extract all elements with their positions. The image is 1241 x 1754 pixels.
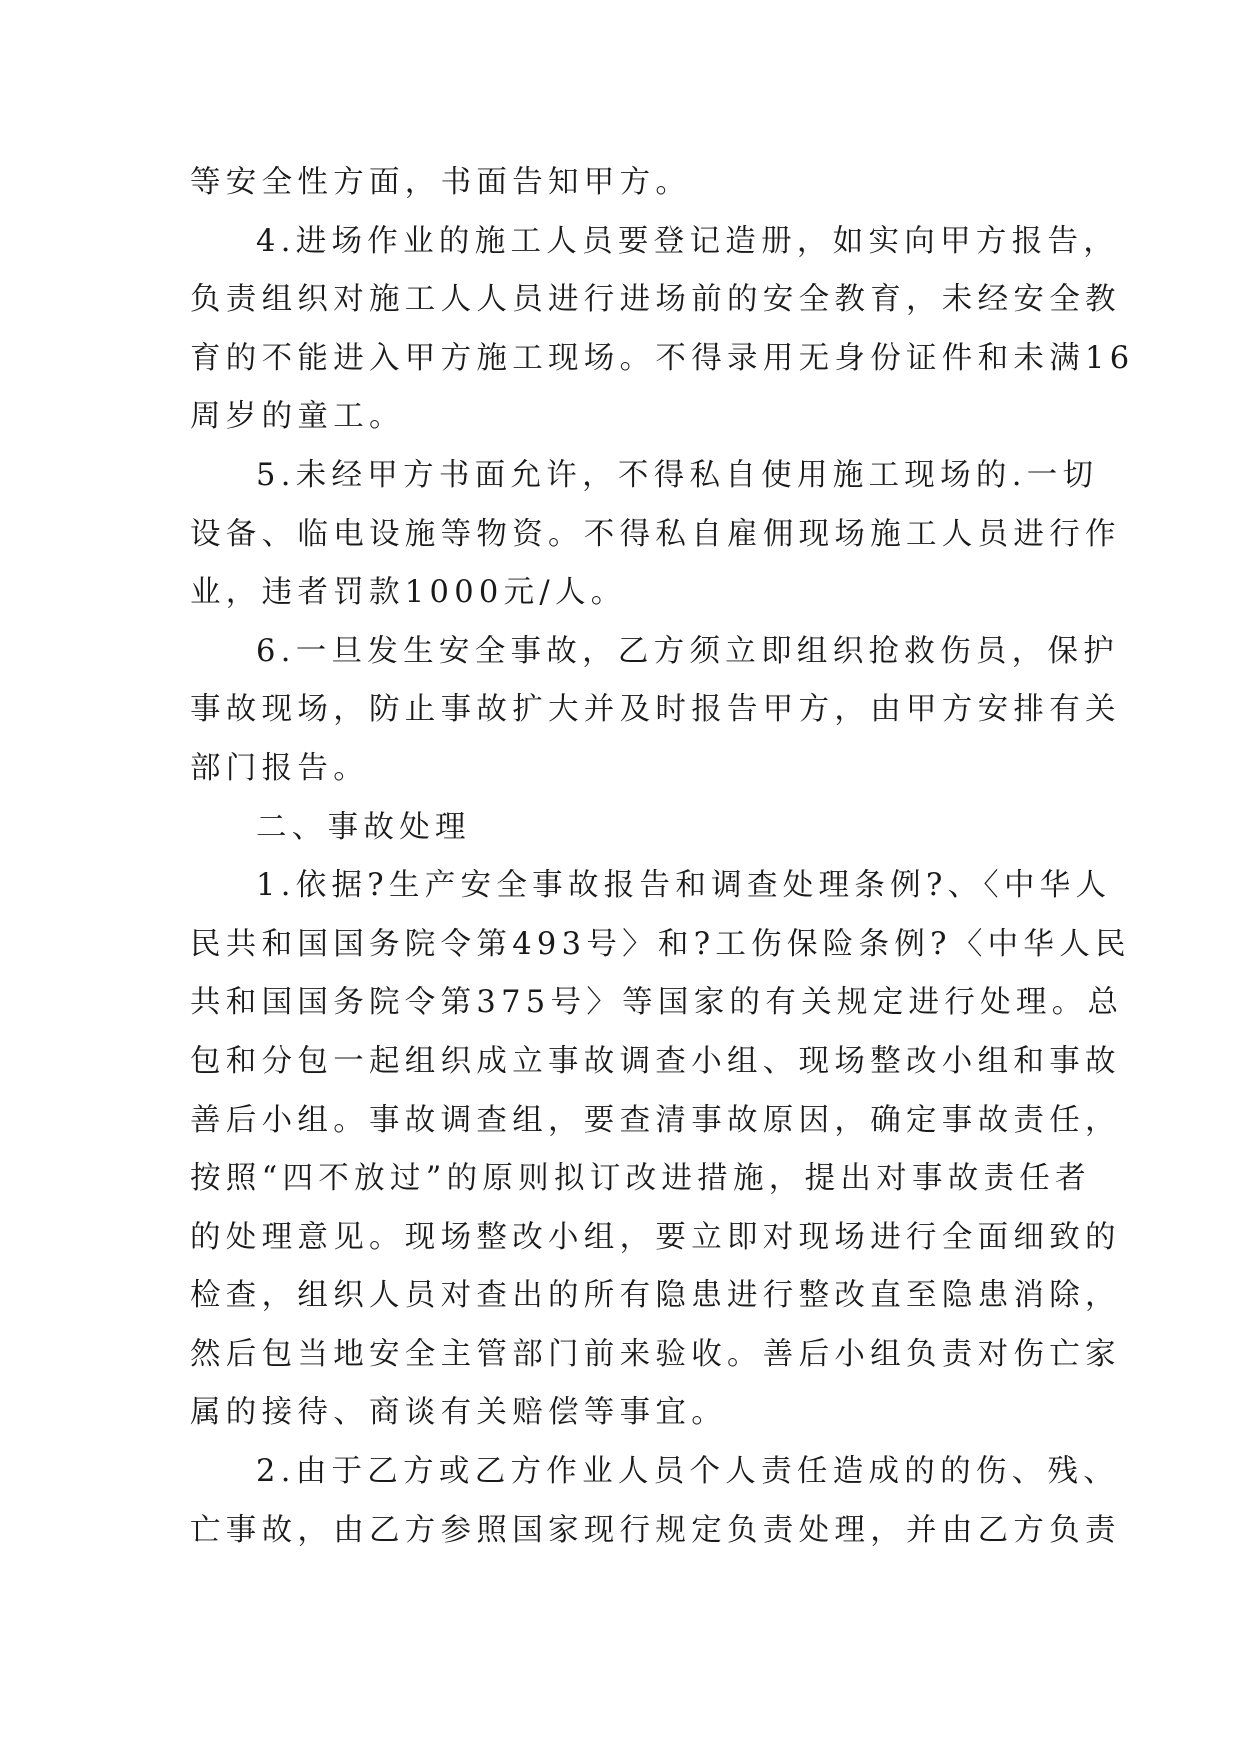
text-line: 周岁的童工。 (190, 399, 405, 435)
text-line: 然后包当地安全主管部门前来验收。善后小组负责对伤亡家 (190, 1336, 1121, 1372)
text-line: 善后小组。事故调查组，要查清事故原因，确定事故责任， (190, 1102, 1121, 1138)
text-line: 按照“四不放过”的原则拟订改进措施，提出对事故责任者 (190, 1161, 1091, 1197)
text-line: 负责组织对施工人人员进行进场前的安全教育，未经安全教 (190, 282, 1121, 318)
text-line: 部门报告。 (190, 750, 369, 786)
text-line: 的处理意见。现场整改小组，要立即对现场进行全面细致的 (190, 1219, 1121, 1255)
text-line: 5.未经甲方书面允许，不得私自使用施工现场的.一切 (256, 457, 1099, 493)
text-line: 设备、临电设施等物资。不得私自雇佣现场施工人员进行作 (190, 516, 1121, 552)
text-line: 事故现场，防止事故扩大并及时报告甲方，由甲方安排有关 (190, 692, 1121, 728)
text-line: 育的不能进入甲方施工现场。不得录用无身份证件和未满16 (190, 340, 1135, 376)
text-line: 等安全性方面，书面告知甲方。 (190, 165, 692, 200)
text-line: 检查，组织人员对查出的所有隐患进行整改直至隐患消除， (190, 1278, 1121, 1314)
text-line: 民共和国国务院令第493号〉和?工伤保险条例?〈中华人民 (190, 926, 1131, 962)
text-line: 2.由于乙方或乙方作业人员个人责任造成的的伤、残、 (256, 1454, 1120, 1490)
text-line: 共和国国务院令第375号〉等国家的有关规定进行处理。总 (190, 985, 1124, 1021)
text-line: 亡事故，由乙方参照国家现行规定负责处理，并由乙方负责 (190, 1512, 1121, 1548)
text-line: 业，违者罚款1000元/人。 (190, 575, 627, 611)
text-line: 1.依据?生产安全事故报告和调查处理条例?、〈中华人 (256, 868, 1112, 904)
text-line: 包和分包一起组织成立事故调查小组、现场整改小组和事故 (190, 1043, 1121, 1079)
text-line: 4.进场作业的施工人员要登记造册，如实向甲方报告， (256, 223, 1120, 259)
section-heading: 二、事故处理 (256, 809, 471, 845)
text-line: 6.一旦发生安全事故，乙方须立即组织抢救伤员，保护 (256, 633, 1120, 669)
text-line: 属的接待、商谈有关赔偿等事宜。 (190, 1395, 727, 1431)
document-body (190, 154, 1135, 1560)
